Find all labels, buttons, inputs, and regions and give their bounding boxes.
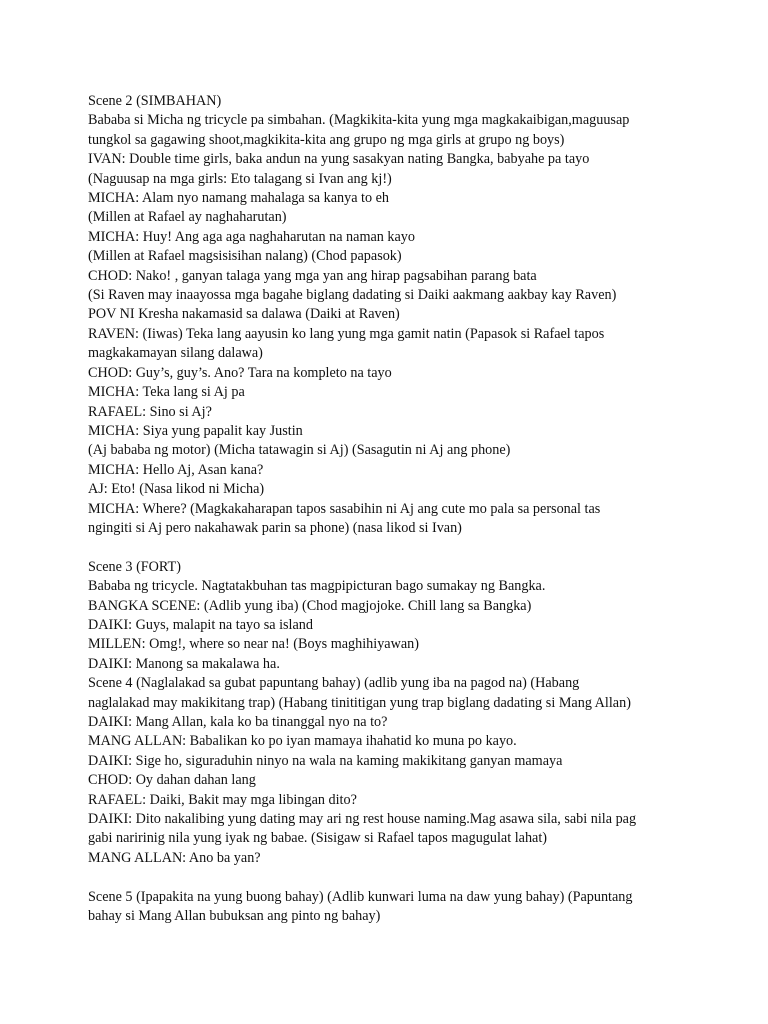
script-line: magkakamayan silang dalawa)	[88, 345, 263, 362]
script-line: RAVEN: (Iiwas) Teka lang aayusin ko lang yung mga gamit natin (Papasok si Rafael tapos	[88, 325, 605, 342]
script-line: RAFAEL: Sino si Aj?	[88, 403, 212, 420]
script-line: ngingiti si Aj pero nakahawak parin sa phone) (nasa likod si Ivan)	[88, 519, 462, 536]
script-line: gabi naririnig nila yung iyak ng babae. (Sisigaw si Rafael tapos magugulat lahat)	[88, 830, 548, 847]
script-line: DAIKI: Guys, malapit na tayo sa island	[88, 616, 313, 633]
script-line: CHOD: Oy dahan dahan lang	[88, 772, 256, 789]
script-line: (Si Raven may inaayossa mga bagahe biglang dadating si Daiki aakmang aakbay kay Raven)	[88, 287, 617, 304]
script-line: MILLEN: Omg!, where so near na! (Boys maghihiyawan)	[88, 636, 419, 653]
script-line: tungkol sa gagawing shoot,magkikita-kita ang grupo ng mga girls at grupo ng boys)	[88, 131, 565, 148]
blank-line	[88, 868, 748, 887]
script-line: naglalakad may makikitang trap) (Habang tinititigan yung trap biglang dadating si Mang Allan)	[88, 694, 631, 711]
script-line: MICHA: Where? (Magkakaharapan tapos sasabihin ni Aj ang cute mo pala sa personal tas	[88, 500, 601, 517]
script-line: (Millen at Rafael magsisisihan nalang) (Chod papasok)	[88, 248, 402, 265]
script-line: CHOD: Guy’s, guy’s. Ano? Tara na kompleto na tayo	[88, 364, 392, 381]
script-line: (Millen at Rafael ay naghaharutan)	[88, 209, 287, 226]
script-line: MICHA: Teka lang si Aj pa	[88, 384, 245, 401]
script-line: DAIKI: Dito nakalibing yung dating may ari ng rest house naming.Mag asawa sila, sabi nila pag	[88, 811, 637, 828]
blank-line	[88, 538, 748, 557]
script-line: bahay si Mang Allan bubuksan ang pinto ng bahay)	[88, 908, 381, 925]
script-line: DAIKI: Sige ho, siguraduhin ninyo na wala na kaming makikitang ganyan mamaya	[88, 752, 563, 769]
script-line: Bababa ng tricycle. Nagtatakbuhan tas magpipicturan bago sumakay ng Bangka.	[88, 578, 546, 595]
script-line: CHOD: Nako! , ganyan talaga yang mga yan ang hirap pagsabihan parang bata	[88, 267, 537, 284]
script-line: MICHA: Alam nyo namang mahalaga sa kanya to eh	[88, 190, 390, 207]
script-line: Scene 2 (SIMBAHAN)	[88, 93, 222, 109]
script-line: MICHA: Hello Aj, Asan kana?	[88, 461, 264, 478]
script-line: (Naguusap na mga girls: Eto talagang si Ivan ang kj!)	[88, 170, 392, 187]
script-line: Bababa si Micha ng tricycle pa simbahan. (Magkikita-kita yung mga magkakaibigan,maguusap	[88, 112, 630, 129]
script-line: MICHA: Siya yung papalit kay Justin	[88, 422, 303, 439]
script-line: MICHA: Huy! Ang aga aga naghaharutan na naman kayo	[88, 228, 415, 245]
script-line: IVAN: Double time girls, baka andun na yung sasakyan nating Bangka, babyahe pa tayo	[88, 151, 590, 168]
script-line: DAIKI: Mang Allan, kala ko ba tinanggal nyo na to?	[88, 713, 388, 730]
script-line: RAFAEL: Daiki, Bakit may mga libingan dito?	[88, 791, 357, 808]
script-line: POV NI Kresha nakamasid sa dalawa (Daiki at Raven)	[88, 306, 400, 323]
script-line: Scene 4 (Naglalakad sa gubat papuntang bahay) (adlib yung iba na pagod na) (Habang	[88, 675, 580, 692]
script-line: BANGKA SCENE: (Adlib yung iba) (Chod magjojoke. Chill lang sa Bangka)	[88, 597, 532, 614]
script-line: Scene 5 (Ipapakita na yung buong bahay) (Adlib kunwari luma na daw yung bahay) (Papuntang	[88, 888, 633, 905]
script-document	[88, 92, 748, 926]
script-line: MANG ALLAN: Babalikan ko po iyan mamaya ihahatid ko muna po kayo.	[88, 733, 517, 750]
script-line: Scene 3 (FORT)	[88, 558, 181, 575]
script-line: AJ: Eto! (Nasa likod ni Micha)	[88, 481, 265, 498]
script-line: MANG ALLAN: Ano ba yan?	[88, 849, 261, 866]
script-line: DAIKI: Manong sa makalawa ha.	[88, 655, 280, 672]
script-line: (Aj bababa ng motor) (Micha tatawagin si Aj) (Sasagutin ni Aj ang phone)	[88, 442, 511, 459]
